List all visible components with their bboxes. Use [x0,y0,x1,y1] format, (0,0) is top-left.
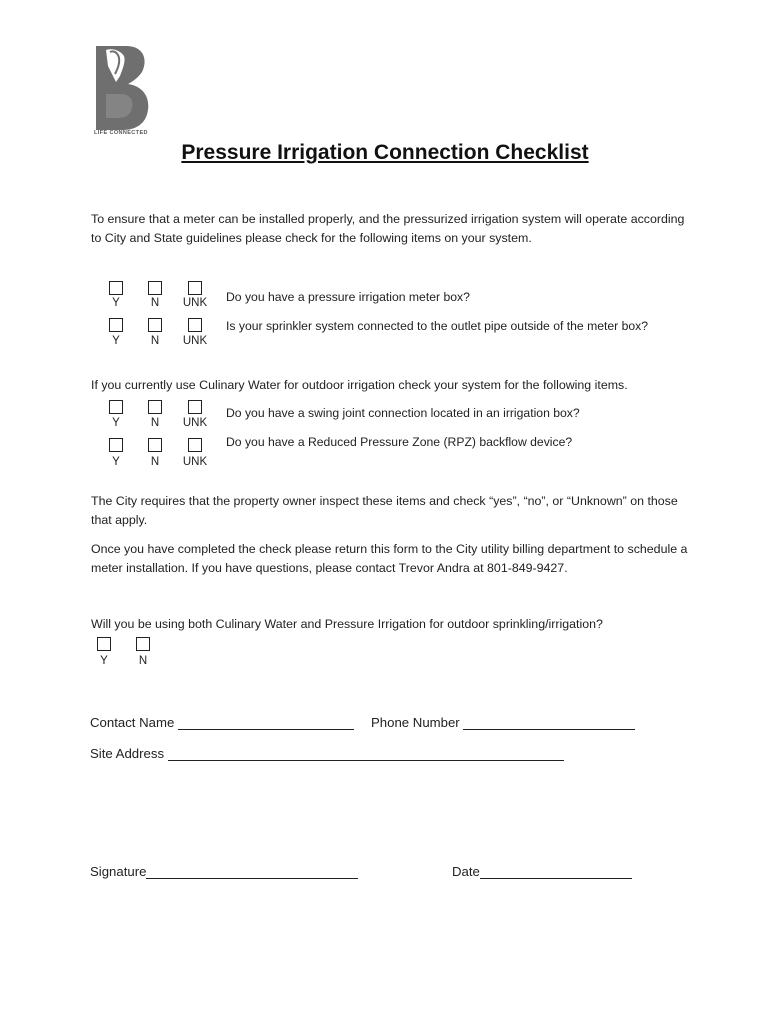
label-n: N [150,335,160,347]
intro-paragraph: To ensure that a meter can be installed properly, and the pressurized irrigation system will operate according to City and State guidelines please check for the following items on your system. [91,212,685,245]
checkbox-a2-yes[interactable] [109,318,123,332]
return-note-paragraph: Once you have completed the check please return this form to the City utility billing department to schedule a meter installation. If you have questions, please contact Trevor Andra at 801-849-9427. [91,542,688,575]
label-y: Y [112,335,120,347]
phone-number-field [371,715,635,730]
label-unk: UNK [182,456,208,468]
checkbox-a1-yes[interactable] [109,281,123,295]
signature-line[interactable] [146,865,358,879]
label-unk: UNK [182,335,208,347]
question-b2: Do you have a Reduced Pressure Zone (RPZ) backflow device? [226,435,573,449]
label-y: Y [112,297,120,309]
logo-tagline: LIFE CONNECTED [94,130,148,136]
checkbox-a1-unk[interactable] [188,281,202,295]
requirement-paragraph: The City requires that the property owner inspect these items and check “yes”, “no”, or “Unknown” on those that apply. [91,494,678,527]
culinary-intro: If you currently use Culinary Water for outdoor irrigation check your system for the following items. [91,378,628,392]
site-address-label: Site Address [90,746,165,761]
signature-label: Signature [90,864,147,879]
checkbox-b2-no[interactable] [148,438,162,452]
label-unk: UNK [182,297,208,309]
contact-name-field [90,715,354,730]
checkbox-both-yes[interactable] [97,637,111,651]
phone-number-label: Phone Number [371,715,460,730]
signature-field [90,864,358,879]
question-a2: Is your sprinkler system connected to the outlet pipe outside of the meter box? [226,319,649,333]
label-unk: UNK [182,417,208,429]
checkbox-both-no[interactable] [136,637,150,651]
label-n: N [150,417,160,429]
label-y: Y [112,417,120,429]
site-address-field [90,746,564,761]
checkbox-b2-unk[interactable] [188,438,202,452]
date-label: Date [452,864,480,879]
page-title: Pressure Irrigation Connection Checklist [181,141,589,164]
checkbox-b1-no[interactable] [148,400,162,414]
date-field [452,864,632,879]
checkbox-b1-unk[interactable] [188,400,202,414]
both-usage-question: Will you be using both Culinary Water and Pressure Irrigation for outdoor sprinkling/irrigation? [91,617,603,631]
contact-name-label: Contact Name [90,715,175,730]
checkbox-a2-no[interactable] [148,318,162,332]
label-n: N [150,297,160,309]
phone-number-line[interactable] [463,716,635,730]
checkbox-a2-unk[interactable] [188,318,202,332]
question-a1: Do you have a pressure irrigation meter box? [226,290,470,304]
label-n: N [138,655,148,667]
site-address-line[interactable] [168,747,564,761]
checkbox-b2-yes[interactable] [109,438,123,452]
label-y: Y [112,456,120,468]
contact-name-line[interactable] [178,716,354,730]
checkbox-b1-yes[interactable] [109,400,123,414]
question-b1: Do you have a swing joint connection located in an irrigation box? [226,406,580,420]
checkbox-a1-no[interactable] [148,281,162,295]
city-logo [92,44,154,136]
date-line[interactable] [480,865,632,879]
label-n: N [150,456,160,468]
label-y: Y [100,655,108,667]
